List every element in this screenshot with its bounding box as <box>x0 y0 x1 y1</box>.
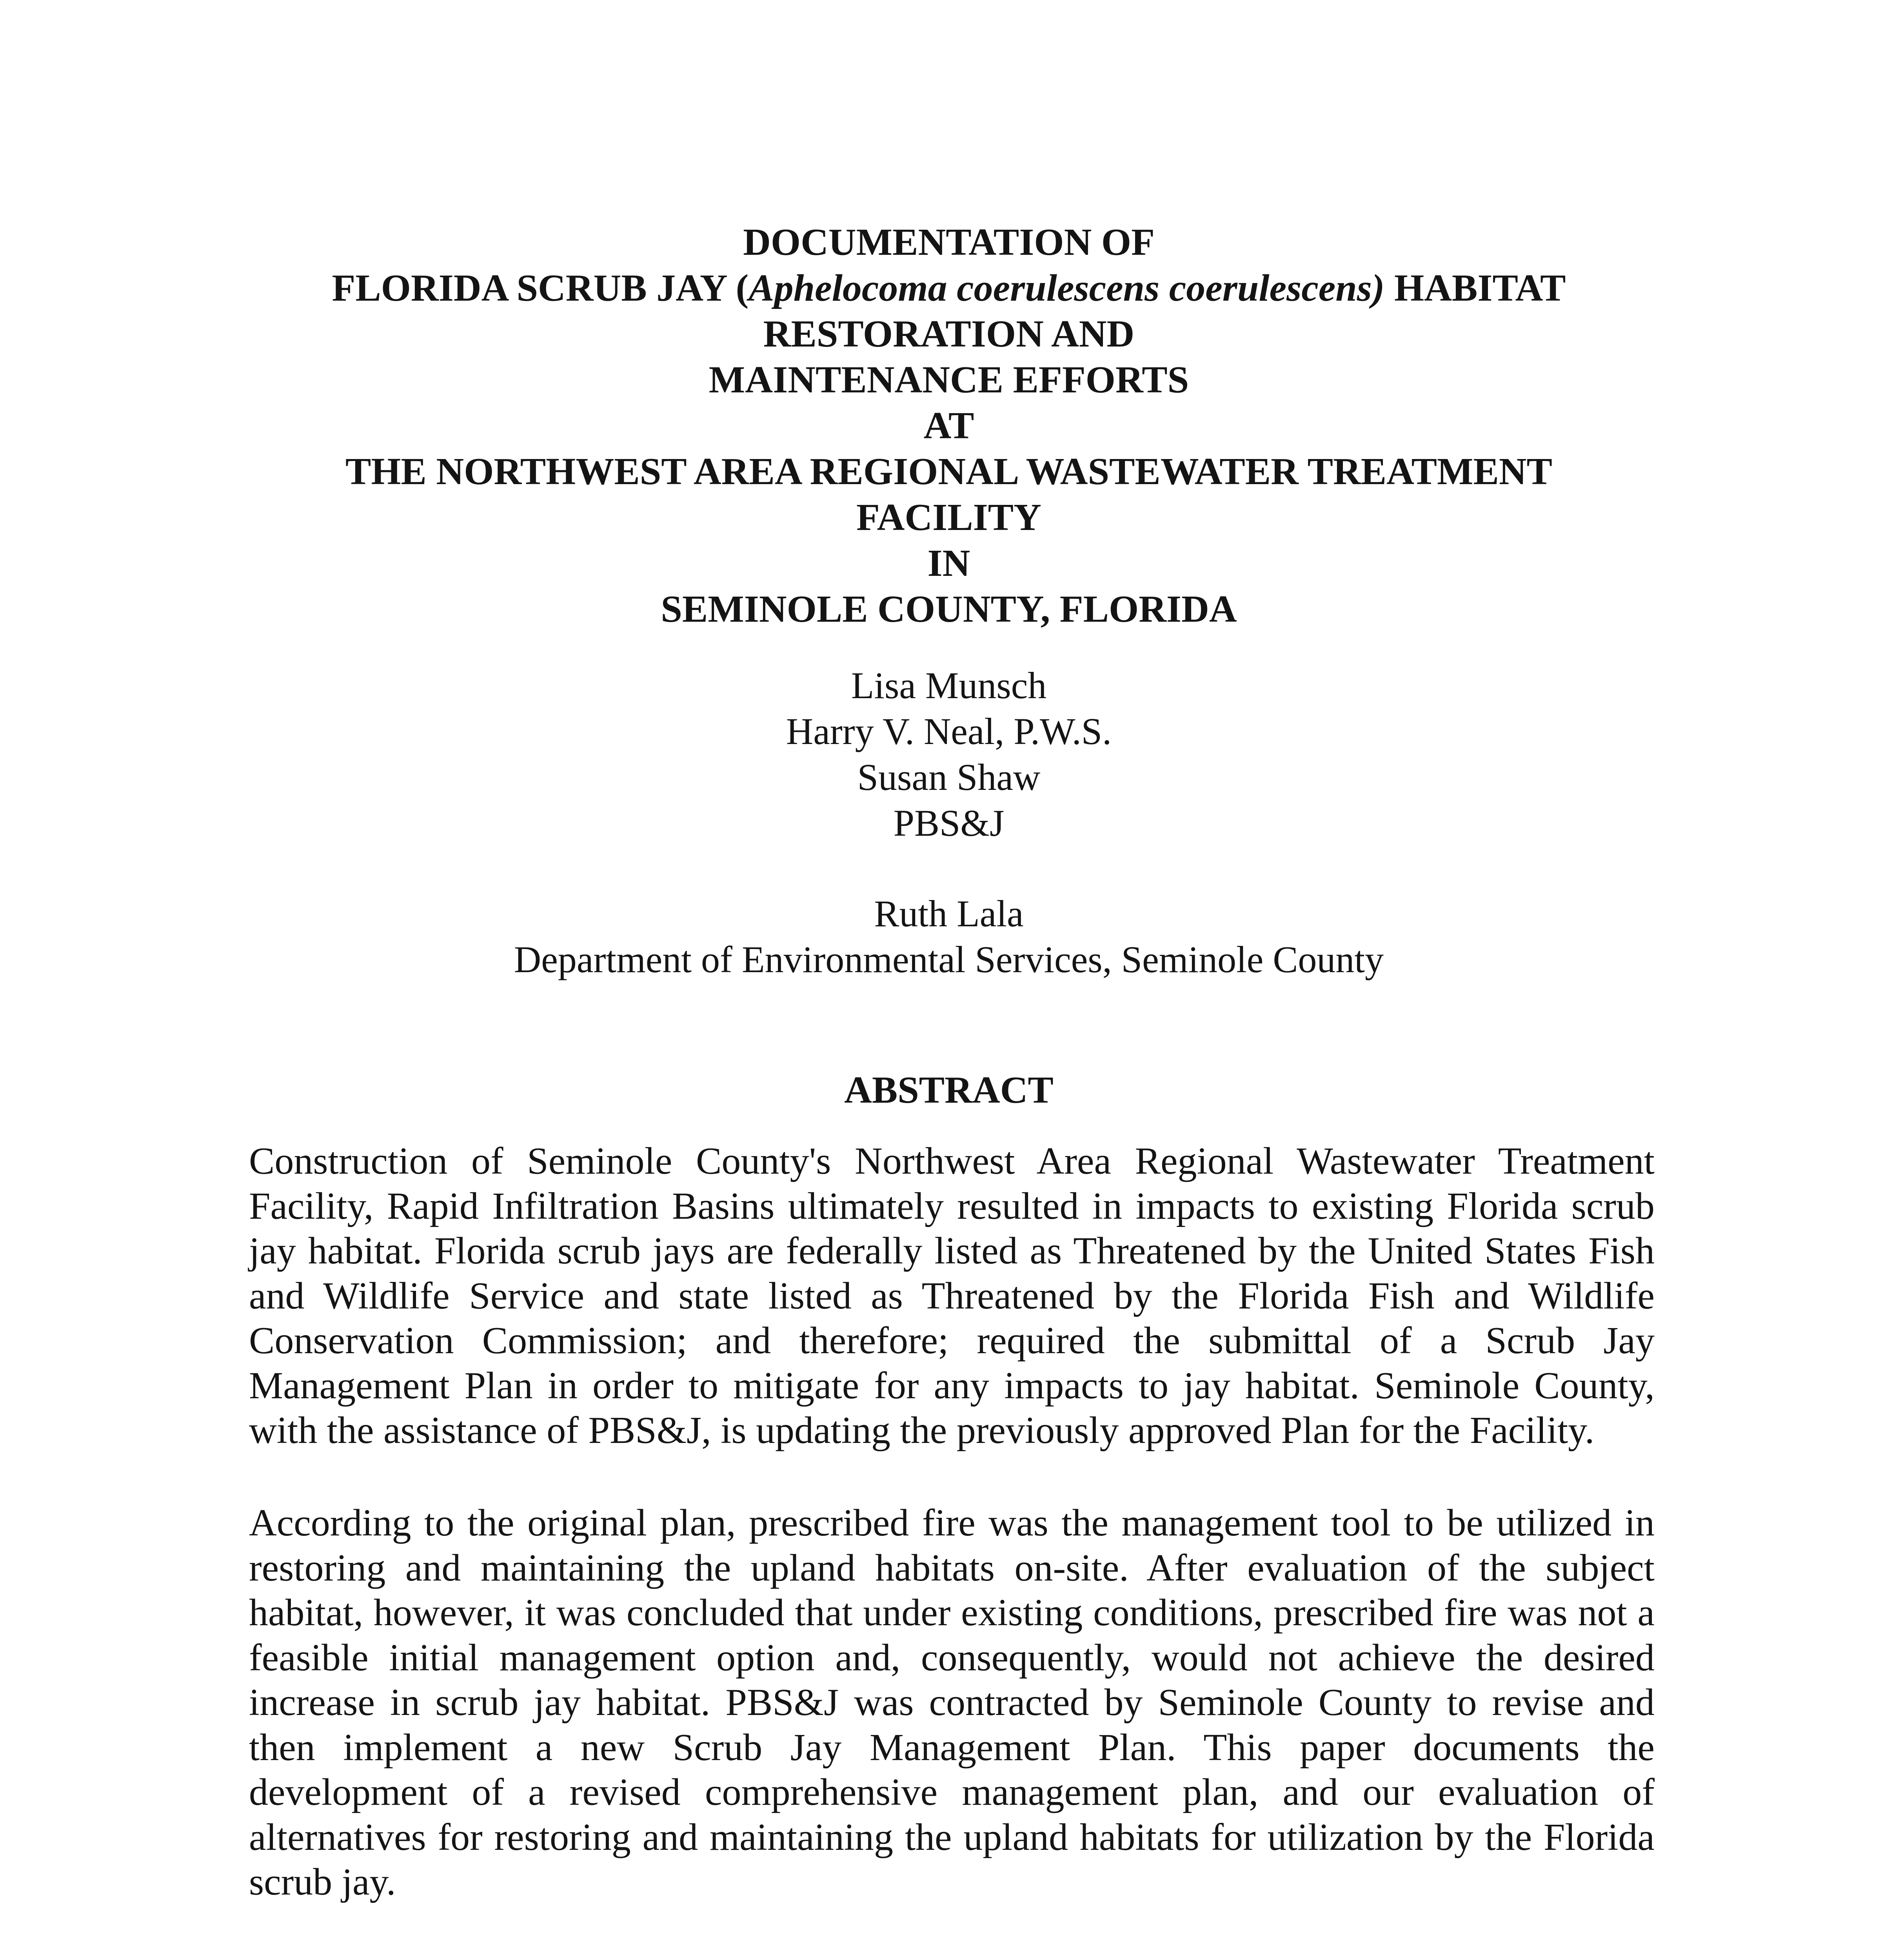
title-line-8: IN <box>927 542 970 584</box>
title-line-2 <box>157 265 1741 311</box>
author-department: Department of Environmental Services, Seminole County <box>514 938 1384 980</box>
paper-title <box>157 220 1741 632</box>
author-name: Lisa Munsch <box>851 664 1047 706</box>
author-organization: PBS&J <box>893 802 1005 844</box>
title-line-2-post: HABITAT <box>1384 267 1566 309</box>
title-line-1: DOCUMENTATION OF <box>743 221 1155 263</box>
title-line-7: FACILITY <box>856 496 1041 539</box>
abstract-heading: ABSTRACT <box>844 1069 1054 1111</box>
title-line-9: SEMINOLE COUNTY, FLORIDA <box>661 588 1237 630</box>
author-name: Susan Shaw <box>857 756 1041 798</box>
title-line-2-pre: FLORIDA SCRUB JAY ( <box>332 267 749 309</box>
title-line-3: RESTORATION AND <box>763 313 1135 355</box>
second-author-block <box>157 891 1741 982</box>
abstract-paragraph-2: According to the original plan, prescribed fire was the management tool to be utilized in restoring and maintaining the upland habitats on-site. After evaluation of the subject habitat, however, it was concluded that under existing conditions, prescribed fire was not a feasible initial management option and, consequently, would not achieve the desired increase in scrub jay habitat. PBS&J was contracted by Seminole County to revise and then implement a new Scrub Jay Management Plan. This paper documents the development of a revised comprehensive management plan, and our evaluation of alternatives for restoring and maintaining the upland habitats for utilization by the Florida scrub jay. <box>249 1502 1655 1903</box>
title-line-6: THE NORTHWEST AREA REGIONAL WASTEWATER TREATMENT <box>345 450 1553 493</box>
title-species-name: Aphelocoma coerulescens coerulescens) <box>748 267 1385 309</box>
author-list <box>157 662 1741 846</box>
title-line-4: MAINTENANCE EFFORTS <box>708 359 1189 401</box>
abstract-paragraph-1: Construction of Seminole County's Northwest Area Regional Wastewater Treatment Facility, Rapid Infiltration Basins ultimately resulted in impacts to existing Florida scrub jay habitat. Florida scrub jays are federally listed as Threatened by the United States Fish and Wildlife Service and state listed as Threatened by the Florida Fish and Wildlife Conservation Commission; and therefore; required the submittal of a Scrub Jay Management Plan in order to mitigate for any impacts to jay habitat. Seminole County, with the assistance of PBS&J, is updating the previously approved Plan for the Facility. <box>249 1140 1655 1452</box>
author-name: Ruth Lala <box>874 893 1024 935</box>
title-line-5: AT <box>923 405 974 447</box>
author-name: Harry V. Neal, P.W.S. <box>786 710 1112 752</box>
